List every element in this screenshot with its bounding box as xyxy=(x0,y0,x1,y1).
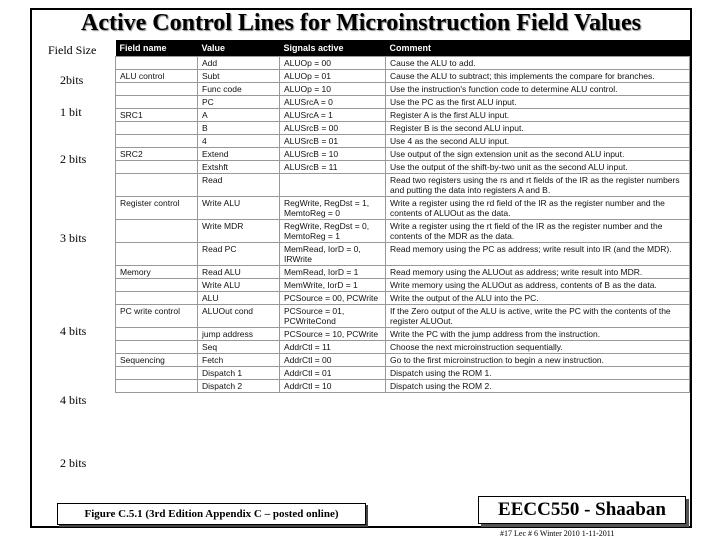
cell-field-name xyxy=(116,341,198,354)
cell-signals: AddrCtl = 11 xyxy=(280,341,386,354)
cell-comment: Register B is the second ALU input. xyxy=(386,122,690,135)
cell-signals: ALUSrcB = 01 xyxy=(280,135,386,148)
cell-field-name xyxy=(116,367,198,380)
cell-signals: PCSource = 10, PCWrite xyxy=(280,328,386,341)
cell-signals: ALUSrcB = 00 xyxy=(280,122,386,135)
cell-signals: ALUOp = 00 xyxy=(280,57,386,70)
table-row xyxy=(116,83,690,96)
cell-field-name: Memory xyxy=(116,266,198,279)
table-row xyxy=(116,174,690,197)
cell-value: Seq xyxy=(198,341,280,354)
table-row xyxy=(116,367,690,380)
header-signals-active: Signals active xyxy=(280,40,386,57)
cell-field-name xyxy=(116,380,198,393)
cell-comment: Write the PC with the jump address from the instruction. xyxy=(386,328,690,341)
header-comment: Comment xyxy=(386,40,690,57)
table-row xyxy=(116,220,690,243)
table-row xyxy=(116,380,690,393)
cell-comment: Dispatch using the ROM 2. xyxy=(386,380,690,393)
cell-signals: PCSource = 00, PCWrite xyxy=(280,292,386,305)
cell-value: Read ALU xyxy=(198,266,280,279)
cell-field-name xyxy=(116,122,198,135)
header-value: Value xyxy=(198,40,280,57)
cell-comment: Read memory using the PC as address; write result into IR (and the MDR). xyxy=(386,243,690,266)
cell-field-name: PC write control xyxy=(116,305,198,328)
cell-field-name xyxy=(116,220,198,243)
cell-signals: MemWrite, IorD = 1 xyxy=(280,279,386,292)
cell-value: Dispatch 2 xyxy=(198,380,280,393)
figure-caption: Figure C.5.1 (3rd Edition Appendix C – posted online) xyxy=(57,503,366,525)
cell-field-name xyxy=(116,243,198,266)
table-row xyxy=(116,135,690,148)
bits-label: 1 bit xyxy=(60,105,82,119)
cell-signals: MemRead, IorD = 0, IRWrite xyxy=(280,243,386,266)
cell-signals: MemRead, IorD = 1 xyxy=(280,266,386,279)
cell-value: ALUOut cond xyxy=(198,305,280,328)
table-row xyxy=(116,341,690,354)
cell-comment: Write the output of the ALU into the PC. xyxy=(386,292,690,305)
cell-field-name xyxy=(116,174,198,197)
table-row xyxy=(116,148,690,161)
field-size-label: Field Size xyxy=(48,43,97,57)
cell-signals: AddrCtl = 10 xyxy=(280,380,386,393)
cell-value: Extshft xyxy=(198,161,280,174)
header-field-name: Field name xyxy=(116,40,198,57)
bits-label: 4 bits xyxy=(60,393,87,407)
cell-field-name xyxy=(116,135,198,148)
cell-signals: AddrCtl = 00 xyxy=(280,354,386,367)
cell-comment: Use 4 as the second ALU input. xyxy=(386,135,690,148)
cell-comment: Use the output of the shift-by-two unit as the second ALU input. xyxy=(386,161,690,174)
cell-comment: If the Zero output of the ALU is active, write the PC with the contents of the register ALUOut. xyxy=(386,305,690,328)
cell-field-name xyxy=(116,161,198,174)
cell-field-name: SRC1 xyxy=(116,109,198,122)
cell-comment: Read memory using the ALUOut as address; write result into MDR. xyxy=(386,266,690,279)
table-row xyxy=(116,161,690,174)
bits-label: 2 bits xyxy=(60,152,87,166)
cell-comment: Write a register using the rt field of the IR as the register number and the contents of the MDR as the data. xyxy=(386,220,690,243)
cell-field-name xyxy=(116,279,198,292)
cell-field-name xyxy=(116,328,198,341)
bits-label: 3 bits xyxy=(60,231,87,245)
cell-value: Func code xyxy=(198,83,280,96)
cell-signals: ALUSrcA = 1 xyxy=(280,109,386,122)
table-row xyxy=(116,243,690,266)
cell-comment: Use the PC as the first ALU input. xyxy=(386,96,690,109)
cell-field-name xyxy=(116,83,198,96)
cell-signals: PCSource = 01, PCWriteCond xyxy=(280,305,386,328)
table-row xyxy=(116,266,690,279)
cell-value: Fetch xyxy=(198,354,280,367)
table-row xyxy=(116,354,690,367)
cell-field-name: Register control xyxy=(116,197,198,220)
table-row xyxy=(116,57,690,70)
cell-comment: Dispatch using the ROM 1. xyxy=(386,367,690,380)
cell-comment: Read two registers using the rs and rt fields of the IR as the register numbers and putting the data into registers A and B. xyxy=(386,174,690,197)
cell-signals: ALUSrcA = 0 xyxy=(280,96,386,109)
bits-label: 2 bits xyxy=(60,456,87,470)
cell-field-name: Sequencing xyxy=(116,354,198,367)
cell-value: A xyxy=(198,109,280,122)
cell-value: Write MDR xyxy=(198,220,280,243)
table-header-row xyxy=(116,40,690,57)
cell-value: Read xyxy=(198,174,280,197)
table-row xyxy=(116,122,690,135)
table-row xyxy=(116,328,690,341)
cell-comment: Write memory using the ALUOut as address, contents of B as the data. xyxy=(386,279,690,292)
cell-signals xyxy=(280,174,386,197)
cell-signals: ALUOp = 10 xyxy=(280,83,386,96)
cell-field-name: ALU control xyxy=(116,70,198,83)
cell-value: Write ALU xyxy=(198,197,280,220)
cell-signals: AddrCtl = 01 xyxy=(280,367,386,380)
cell-comment: Register A is the first ALU input. xyxy=(386,109,690,122)
bits-label: 2bits xyxy=(60,73,84,87)
slide-title: Active Control Lines for Microinstruction Field Values xyxy=(81,10,641,36)
cell-field-name xyxy=(116,292,198,305)
cell-value: PC xyxy=(198,96,280,109)
cell-comment: Write a register using the rd field of the IR as the register number and the contents of ALUOut as the data. xyxy=(386,197,690,220)
table-row xyxy=(116,279,690,292)
cell-value: B xyxy=(198,122,280,135)
cell-comment: Cause the ALU to add. xyxy=(386,57,690,70)
course-brand: EECC550 - Shaaban xyxy=(478,496,686,524)
table-row xyxy=(116,305,690,328)
cell-comment: Use output of the sign extension unit as the second ALU input. xyxy=(386,148,690,161)
bits-label: 4 bits xyxy=(60,324,87,338)
cell-field-name: SRC2 xyxy=(116,148,198,161)
cell-value: Subt xyxy=(198,70,280,83)
cell-value: Read PC xyxy=(198,243,280,266)
slide-footer: #17 Lec # 6 Winter 2010 1-11-2011 xyxy=(500,529,615,538)
table-row xyxy=(116,96,690,109)
table-row xyxy=(116,197,690,220)
cell-value: 4 xyxy=(198,135,280,148)
cell-signals: ALUOp = 01 xyxy=(280,70,386,83)
cell-value: Add xyxy=(198,57,280,70)
cell-comment: Cause the ALU to subtract; this implements the compare for branches. xyxy=(386,70,690,83)
table-row xyxy=(116,70,690,83)
cell-field-name xyxy=(116,57,198,70)
microinstruction-table xyxy=(115,40,690,491)
cell-field-name xyxy=(116,96,198,109)
cell-signals: ALUSrcB = 11 xyxy=(280,161,386,174)
cell-comment: Use the instruction's function code to determine ALU control. xyxy=(386,83,690,96)
table-row xyxy=(116,292,690,305)
cell-comment: Go to the first microinstruction to begin a new instruction. xyxy=(386,354,690,367)
table-row xyxy=(116,109,690,122)
cell-value: Write ALU xyxy=(198,279,280,292)
cell-value: jump address xyxy=(198,328,280,341)
cell-signals: RegWrite, RegDst = 1, MemtoReg = 0 xyxy=(280,197,386,220)
cell-value: Dispatch 1 xyxy=(198,367,280,380)
cell-signals: RegWrite, RegDst = 0, MemtoReg = 1 xyxy=(280,220,386,243)
cell-comment: Choose the next microinstruction sequentially. xyxy=(386,341,690,354)
cell-value: ALU xyxy=(198,292,280,305)
cell-signals: ALUSrcB = 10 xyxy=(280,148,386,161)
cell-value: Extend xyxy=(198,148,280,161)
